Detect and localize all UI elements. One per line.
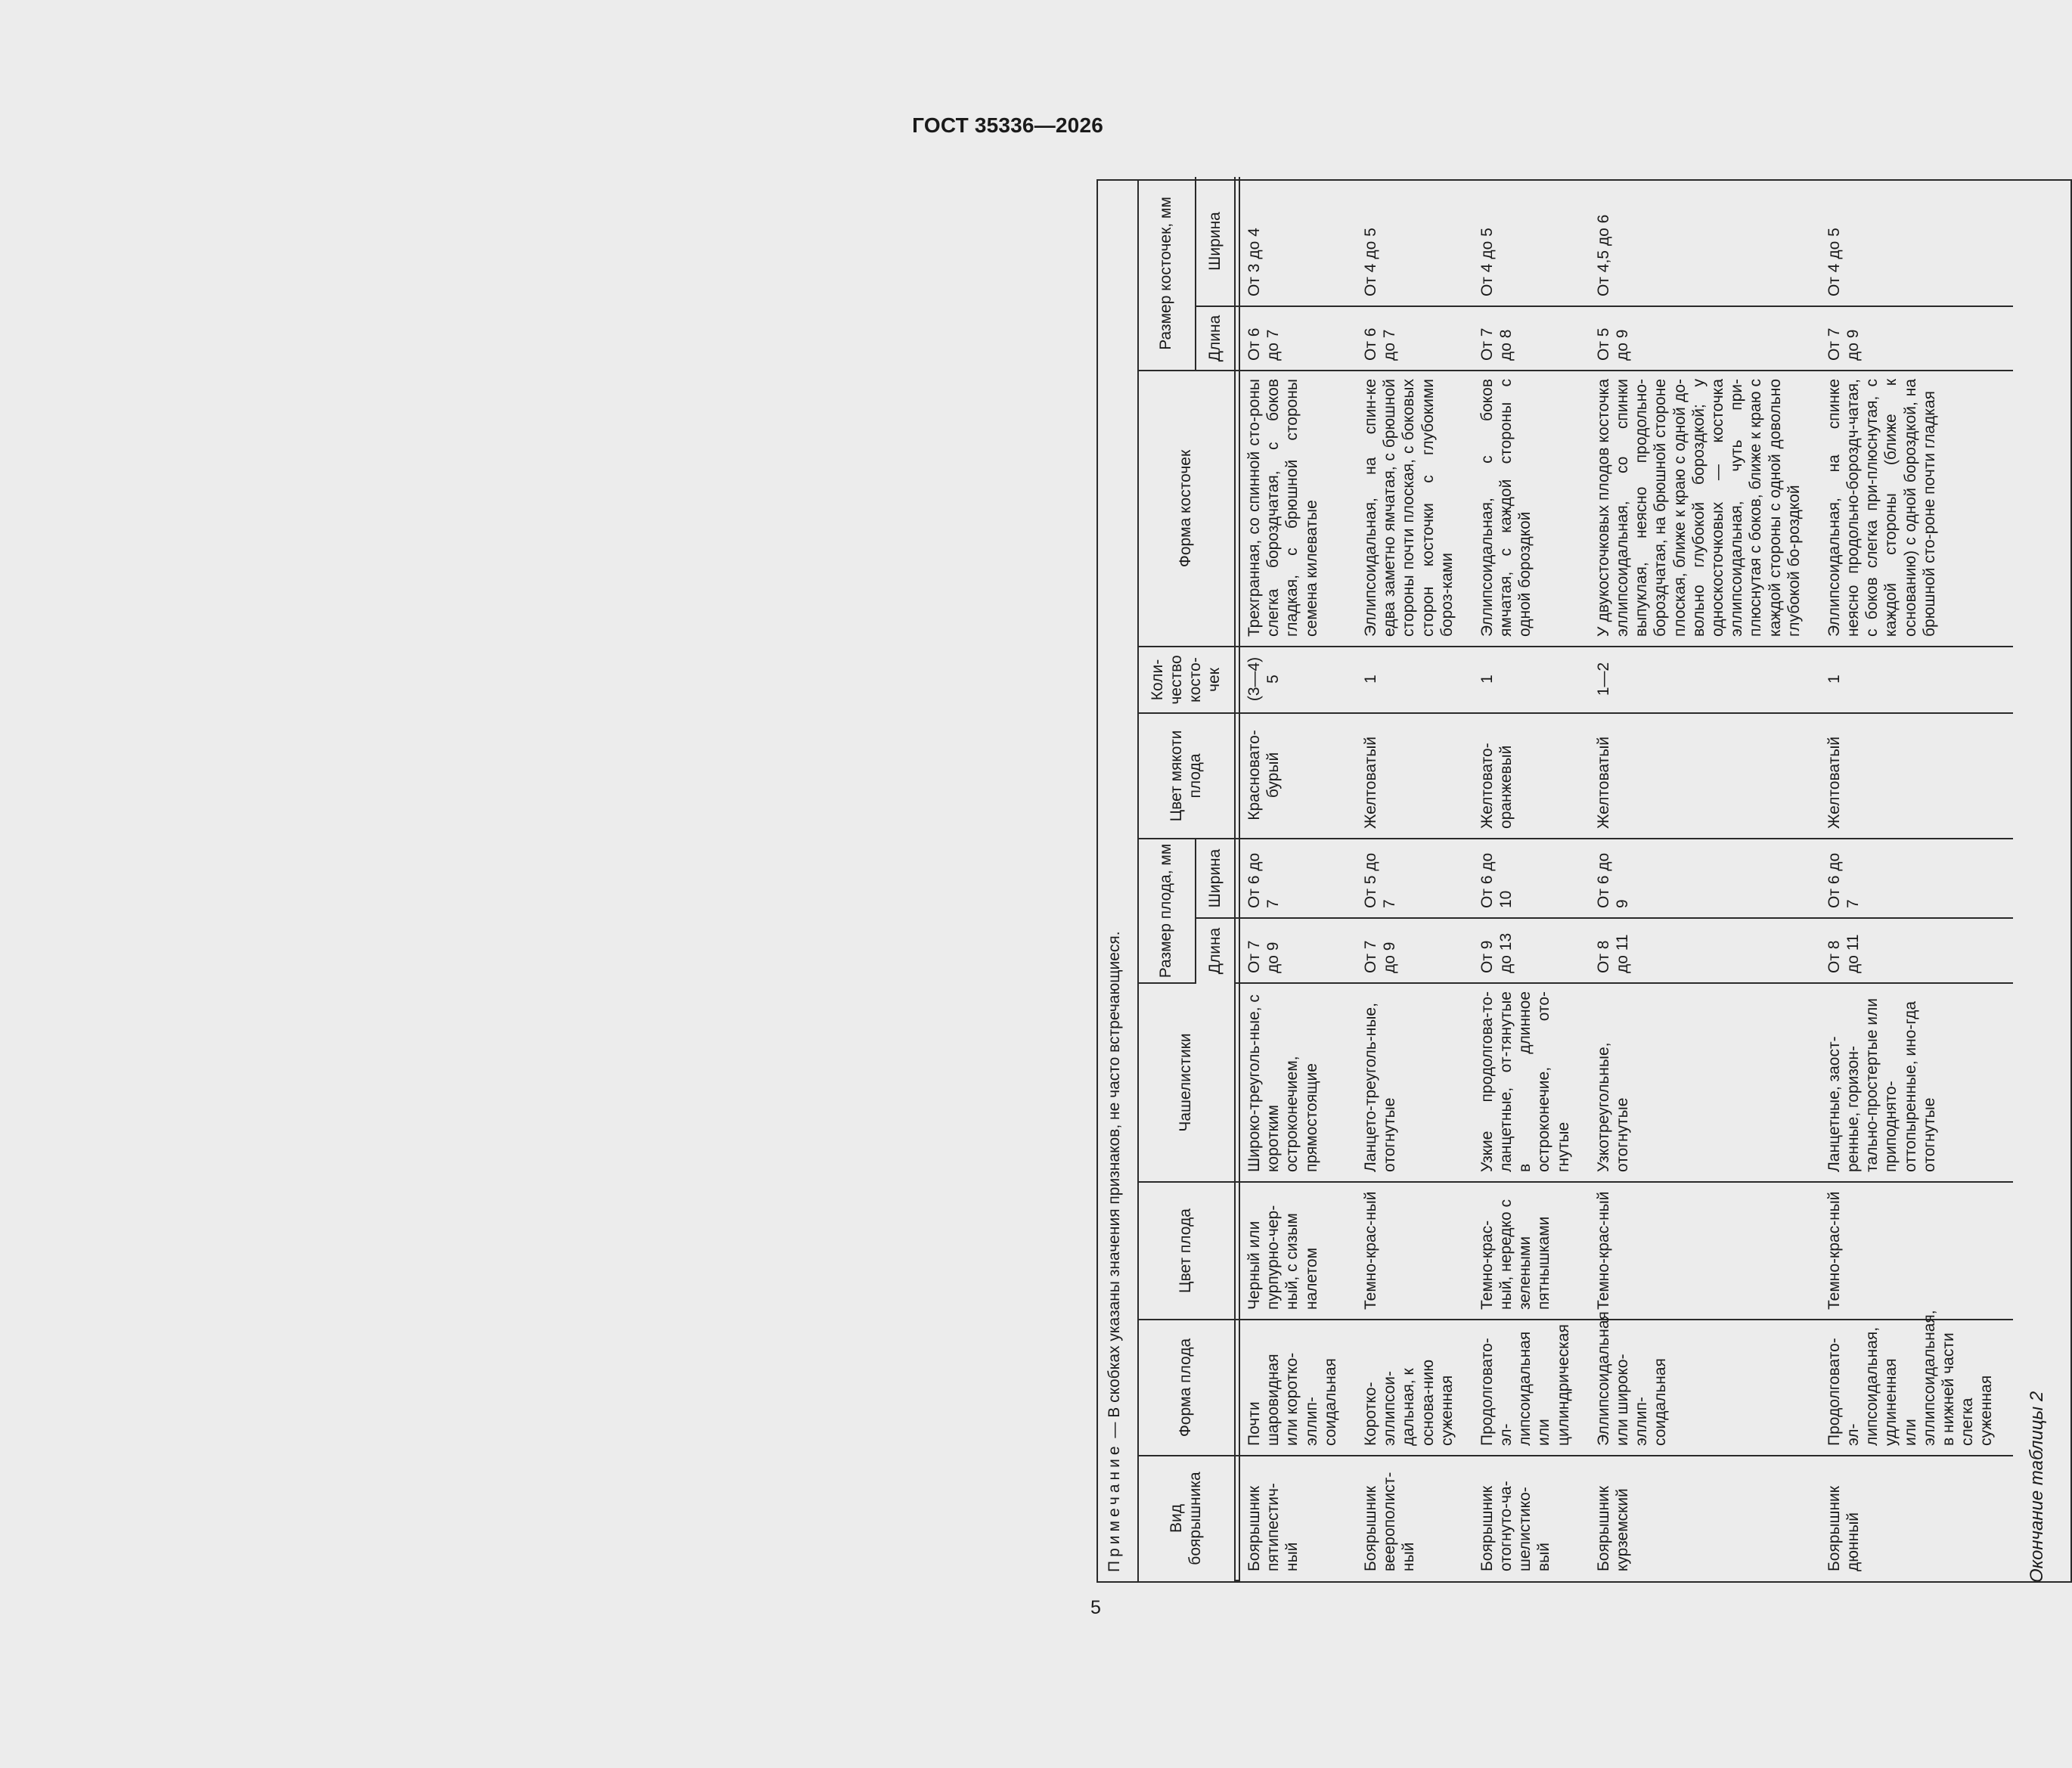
page-number: 5 bbox=[1090, 1597, 1101, 1618]
table-frame bbox=[1096, 179, 2072, 1583]
fruit-color-cell: Темно-крас-ный bbox=[1820, 1182, 2013, 1320]
species-table bbox=[1137, 177, 2013, 1581]
fruit-shape-cell: Продолговато-эл-липсоидальная или цилиндрическая bbox=[1473, 1320, 1590, 1456]
table-note bbox=[1106, 196, 1124, 1572]
pit-count-cell: 1—2 bbox=[1590, 647, 1820, 713]
pit-count-cell: (3—4) 5 bbox=[1239, 647, 1357, 713]
pit-width-cell: От 4,5 до 6 bbox=[1590, 177, 1820, 306]
pit-width-cell: От 3 до 4 bbox=[1239, 177, 1357, 306]
pit-count-cell: 1 bbox=[1820, 647, 2013, 713]
pit-shape-cell: Трехгранная, со спинной сто-роны слегка бороздчатая, с боков гладкая, с брюшной стороны семена килеватые bbox=[1239, 371, 1357, 647]
fruit-length-cell: От 7 до 9 bbox=[1239, 918, 1357, 983]
fruit-color-cell: Темно-крас-ный bbox=[1357, 1182, 1473, 1320]
header-pit-shape: Форма косточек bbox=[1137, 371, 1235, 647]
fruit-shape-cell: Коротко-эллипсои-дальная, к основа-нию суженная bbox=[1357, 1320, 1473, 1456]
fruit-width-cell: От 6 до 7 bbox=[1820, 839, 2013, 918]
header-pit-count: Коли-чество косто-чек bbox=[1137, 647, 1235, 713]
sepals-cell: Широко-треуголь-ные, с коротким остроконечием, прямостоящие bbox=[1239, 983, 1357, 1182]
fruit-shape-cell: Продолговато-эл-липсоидальная, удлиненная или эллипсоидальная, в нижней части слегка суженная bbox=[1820, 1320, 2013, 1456]
fruit-width-cell: От 6 до 7 bbox=[1239, 839, 1357, 918]
species-cell: Боярышник веерополист-ный bbox=[1361, 1472, 1418, 1571]
header-pit-length: Длина bbox=[1196, 306, 1235, 371]
species-cell: Боярышник курземский bbox=[1594, 1486, 1631, 1571]
pit-length-cell: От 6 до 7 bbox=[1357, 306, 1473, 371]
header-pulp-color: Цвет мякоти плода bbox=[1137, 713, 1235, 839]
pulp-color-cell: Желтоватый bbox=[1590, 713, 1820, 839]
sepals-cell: Узкотреугольные, отогнутые bbox=[1590, 983, 1820, 1182]
sepals-cell: Узкие продолгова-то-ланцетные, от-тянутые в длинное остроконечие, ото-гнутые bbox=[1473, 983, 1590, 1182]
rotated-table-page bbox=[1096, 176, 2072, 1583]
header-fruit-size: Размер плода, мм bbox=[1137, 839, 1196, 983]
pit-length-cell: От 7 до 8 bbox=[1473, 306, 1590, 371]
pit-width-cell: От 4 до 5 bbox=[1820, 177, 2013, 306]
header-sepals: Чашелистики bbox=[1137, 983, 1235, 1182]
header-pit-size: Размер косточек, мм bbox=[1137, 177, 1196, 371]
table-body bbox=[1239, 177, 2013, 1580]
sepals-cell: Ланцето-треуголь-ные, отогнутые bbox=[1357, 983, 1473, 1182]
pulp-color-cell: Желтовато-оранжевый bbox=[1473, 713, 1590, 839]
note-label: Примечание bbox=[1106, 1442, 1123, 1572]
pit-length-cell: От 5 до 9 bbox=[1590, 306, 1820, 371]
table-row bbox=[1820, 177, 2013, 1580]
table-row bbox=[1473, 177, 1590, 1580]
pit-shape-cell: Эллипсоидальная, на спинке неясно продольно-бороздч-чатая, с боков слегка при-плюснутая, с каждой стороны (ближе к основанию) с одной бороздкой, на брюшной сто-роне почти гладкая bbox=[1820, 371, 2013, 647]
pit-shape-cell: Эллипсоидальная, на спин-ке едва заметно ямчатая, с брюшной стороны почти плоская, с боковых сторон косточки с глубокими бороз-ками bbox=[1357, 371, 1473, 647]
document-code: ГОСТ 35336—2026 bbox=[912, 113, 1103, 137]
header-fruit-length: Длина bbox=[1196, 918, 1235, 983]
sepals-cell: Ланцетные, заост-ренные, горизон-тально-простертые или приподнято-оттопыренные, ино-гда отогнутые bbox=[1820, 983, 2013, 1182]
table-caption: Окончание таблицы 2 bbox=[2027, 1391, 2047, 1583]
pit-length-cell: От 7 до 9 bbox=[1820, 306, 2013, 371]
pit-shape-cell: Эллипсоидальная, с боков ямчатая, с каждой стороны с одной бороздкой bbox=[1473, 371, 1590, 647]
fruit-width-cell: От 6 до 9 bbox=[1590, 839, 1820, 918]
pit-length-cell: От 6 до 7 bbox=[1239, 306, 1357, 371]
fruit-color-cell: Черный или пурпурно-чер-ный, с сизым налетом bbox=[1239, 1182, 1357, 1320]
fruit-shape-cell: Почти шаровидная или коротко-эллип-соидальная bbox=[1239, 1320, 1357, 1456]
pit-count-cell: 1 bbox=[1357, 647, 1473, 713]
table-row bbox=[1239, 177, 1357, 1580]
species-cell: Боярышник дюнный bbox=[1825, 1486, 1863, 1571]
pulp-color-cell: Желтоватый bbox=[1820, 713, 2013, 839]
fruit-length-cell: От 8 до 11 bbox=[1590, 918, 1820, 983]
species-cell: Боярышник отогнуто-ча-шелистико-вый bbox=[1478, 1481, 1553, 1571]
header-fruit-shape: Форма плода bbox=[1137, 1320, 1235, 1456]
fruit-shape-cell: Эллипсоидальная или широко-эллип-соидальная bbox=[1590, 1320, 1820, 1456]
table-row bbox=[1590, 177, 1820, 1580]
fruit-length-cell: От 9 до 13 bbox=[1473, 918, 1590, 983]
note-text: — В скобках указаны значения признаков, не часто встречающиеся. bbox=[1106, 931, 1123, 1438]
table-row bbox=[1357, 177, 1473, 1580]
header-pit-width: Ширина bbox=[1196, 177, 1235, 306]
pit-width-cell: От 4 до 5 bbox=[1357, 177, 1473, 306]
pit-count-cell: 1 bbox=[1473, 647, 1590, 713]
pit-shape-cell: У двукосточковых плодов косточка эллипсоидальная, со спинки выпуклая, неясно продольно-бороздчатая, на брюшной стороне плоская, ближе к краю с одной до-вольно глубокой бороздкой; у односкосточковых — косточка эллипсоидальная, чуть при-плюснутая с боков, ближе к краю с каждой стороны с одной довольно глубокой бо-роздкой bbox=[1590, 371, 1820, 647]
species-cell: Боярышник пятипестич-ный bbox=[1245, 1483, 1301, 1571]
fruit-length-cell: От 7 до 9 bbox=[1357, 918, 1473, 983]
pulp-color-cell: Красновато-бурый bbox=[1239, 713, 1357, 839]
fruit-width-cell: От 5 до 7 bbox=[1357, 839, 1473, 918]
pit-width-cell: От 4 до 5 bbox=[1473, 177, 1590, 306]
pulp-color-cell: Желтоватый bbox=[1357, 713, 1473, 839]
fruit-width-cell: От 6 до 10 bbox=[1473, 839, 1590, 918]
header-fruit-width: Ширина bbox=[1196, 839, 1235, 918]
fruit-color-cell: Темно-крас-ный, нередко с зелеными пятнышками bbox=[1473, 1182, 1590, 1320]
fruit-color-cell: Темно-крас-ный bbox=[1590, 1182, 1820, 1320]
header-species: Вид боярышника bbox=[1137, 1456, 1235, 1580]
header-fruit-color: Цвет плода bbox=[1137, 1182, 1235, 1320]
fruit-length-cell: От 8 до 11 bbox=[1820, 918, 2013, 983]
